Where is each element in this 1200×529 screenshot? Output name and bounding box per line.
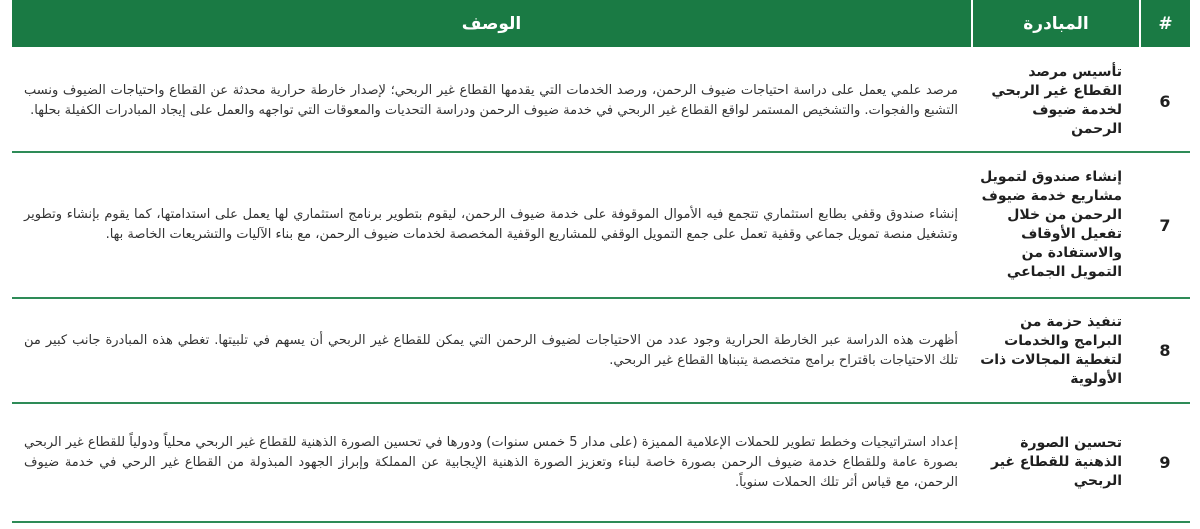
row-number: 8 [1140,298,1190,403]
document-page [12,0,1200,529]
header-initiative: المبادرة [972,0,1140,47]
initiatives-table [12,0,1190,523]
row-description: أظهرت هذه الدراسة عبر الخارطة الحرارية وجود عدد من الاحتياجات لضيوف الرحمن التي يمكن للقطاع غير الربحي أن يسهم في تلبيتها. تغطي هذه المبادرة جانب كبير من تلك الاحتياجات باقتراح برامج متخصصة يتبناها القطاع غير الربحي. [12,298,972,403]
header-description: الوصف [12,0,972,47]
row-number: 9 [1140,403,1190,522]
row-initiative: تحسين الصورة الذهنية للقطاع غير الربحي [972,403,1140,522]
table-row [12,298,1190,403]
row-description: إنشاء صندوق وقفي بطابع استثماري تتجمع فيه الأموال الموقوفة على خدمة ضيوف الرحمن، ليقوم بتطوير برنامج استثماري لها يعمل على استدامتها، كما يقوم بإنشاء وتطوير وتشغيل منصة تمويل جماعي وقفية تعمل على جمع التمويل الوقفي للمشاريع الوقفية المخصصة لخدمات ضيوف الرحمن، مع بناء الآليات والتشريعات الخاصة بها. [12,152,972,298]
table-header-row [12,0,1190,47]
table-row [12,403,1190,522]
row-initiative: تنفيذ حزمة من البرامج والخدمات لتغطية المجالات ذات الأولوية [972,298,1140,403]
row-description: إعداد استراتيجيات وخطط تطوير للحملات الإعلامية المميزة (على مدار 5 خمس سنوات) ودورها في تحسين الصورة الذهنية للقطاع غير الربحي محلياً ودولياً للقطاع غير الربحي بصورة عامة وللقطاع خدمة ضيوف الرحمن بصورة خاصة لبناء وتعزيز الصورة الذهنية الإيجابية عن المملكة وإبراز الجهود المبذولة من القطاع غير الرحي في خدمة ضيوف الرحمن، مع قياس أثر تلك الحملات سنوياً. [12,403,972,522]
row-initiative: إنشاء صندوق لتمويل مشاريع خدمة ضيوف الرحمن من خلال تفعيل الأوقاف والاستفادة من التمويل الجماعي [972,152,1140,298]
row-description: مرصد علمي يعمل على دراسة احتياجات ضيوف الرحمن، ورصد الخدمات التي يقدمها القطاع غير الربحي؛ لإصدار خارطة حرارية محدثة عن القطاع واحتياجات الضيوف ونسب التشبع والفجوات. والتشخيص المستمر لواقع القطاع غير الربحي في خدمة ضيوف الرحمن ودراسة التحديات والمعوقات التي تواجهه والعمل على إيجاد المبادرات الكفيلة بحلها. [12,51,972,152]
table-row [12,152,1190,298]
row-number: 7 [1140,152,1190,298]
row-initiative: تأسيس مرصد القطاع غير الربحي لخدمة ضيوف الرحمن [972,51,1140,152]
table-row [12,51,1190,152]
header-number: # [1140,0,1190,47]
row-number: 6 [1140,51,1190,152]
